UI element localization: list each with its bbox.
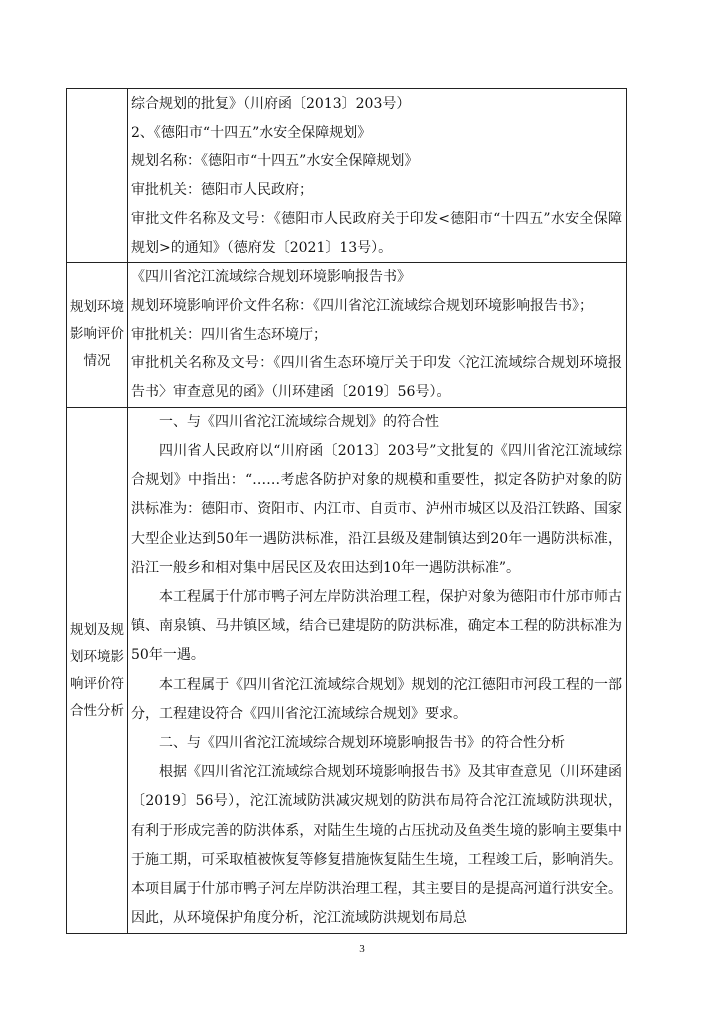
label-line: 响评价符 — [70, 675, 124, 692]
text-line: 规划环境影响评价文件名称：《四川省沱江流域综合规划环境影响报告书》； — [131, 297, 593, 314]
text-line: 规划名称：《德阳市“十四五”水安全保障规划》 — [131, 153, 419, 170]
table-row-plan-eia — [67, 263, 627, 408]
paragraph: 本工程属于什邡市鸭子河左岸防洪治理工程，保护对象为德阳市什邡市师古镇、南泉镇、马井镇区域，结合已建堤防的防洪标准，确定本工程的防洪标准为50年一遇。 — [131, 588, 622, 664]
section-heading: 一、与《四川省沱江流域综合规划》的符合性 — [159, 413, 439, 430]
paragraph: 本工程属于《四川省沱江流域综合规划》规划的沱江德阳市河段工程的一部分，工程建设符合《四川省沱江流域综合规划》要求。 — [131, 676, 622, 722]
table-row-conformity-analysis — [67, 407, 627, 934]
plan-eia-content — [128, 263, 627, 408]
table-row-approval-continued — [67, 89, 627, 263]
text-line: 审批文件名称及文号：《德阳市人民政府关于印发<德阳市“十四五”水安全保障规划>的通知》（德府发〔2021〕13号）。 — [131, 210, 622, 256]
label-line: 划环境影 — [70, 648, 124, 665]
document-table — [66, 88, 627, 934]
paragraph: 根据《四川省沱江流域综合规划环境影响报告书》及其审查意见（川环建函〔2019〕56号），沱江流域防洪减灾规划的防洪布局符合沱江流域防洪现状，有利于形成完善的防洪体系，对陆生生境的占压扰动及鱼类生境的影响主要集中于施工期，可采取植被恢复等修复措施恢复陆生生境，工程竣工后，影响消失。本项目属于什邡市鸭子河左岸防洪治理工程，其主要目的是提高河道行洪安全。因此，从环境保护角度分析，沱江流域防洪规划布局总 — [131, 764, 622, 927]
label-line: 规划及规 — [70, 621, 124, 638]
row-label-conformity — [67, 407, 128, 934]
row-label-plan-eia — [67, 263, 128, 408]
approval-content — [128, 89, 627, 263]
conformity-content — [128, 407, 627, 934]
row-label-empty — [67, 89, 128, 263]
text-line: 2、《德阳市“十四五”水安全保障规划》 — [131, 124, 372, 141]
label-line: 情况 — [83, 353, 111, 370]
text-line: 《四川省沱江流域综合规划环境影响报告书》 — [131, 269, 411, 286]
text-line: 审批机关名称及文号：《四川省生态环境厅关于印发〈沱江流域综合规划环境报告书〉审查意见的函》（川环建函〔2019〕56号）。 — [131, 355, 622, 401]
page-number: 3 — [359, 943, 365, 955]
text-line: 审批机关：四川省生态环境厅； — [131, 326, 327, 343]
section-heading: 二、与《四川省沱江流域综合规划环境影响报告书》的符合性分析 — [159, 734, 565, 751]
paragraph: 四川省人民政府以“川府函〔2013〕203号”文批复的《四川省沱江流域综合规划》中指出：“……考虑各防护对象的规模和重要性，拟定各防护对象的防洪标准为：德阳市、资阳市、内江市、自贡市、泸州市城区以及沿江铁路、国家大型企业达到50年一遇防洪标准，沿江县级及建制镇达到20年一遇防洪标准，沿江一般乡和相对集中居民区及农田达到10年一遇防洪标准”。 — [131, 442, 622, 576]
label-line: 影响评价 — [70, 326, 124, 343]
label-line: 规划环境 — [70, 299, 124, 316]
text-line: 综合规划的批复》（川府函〔2013〕203号） — [131, 96, 411, 112]
label-line: 合性分析 — [70, 702, 124, 719]
text-line: 审批机关：德阳市人民政府； — [131, 182, 313, 199]
